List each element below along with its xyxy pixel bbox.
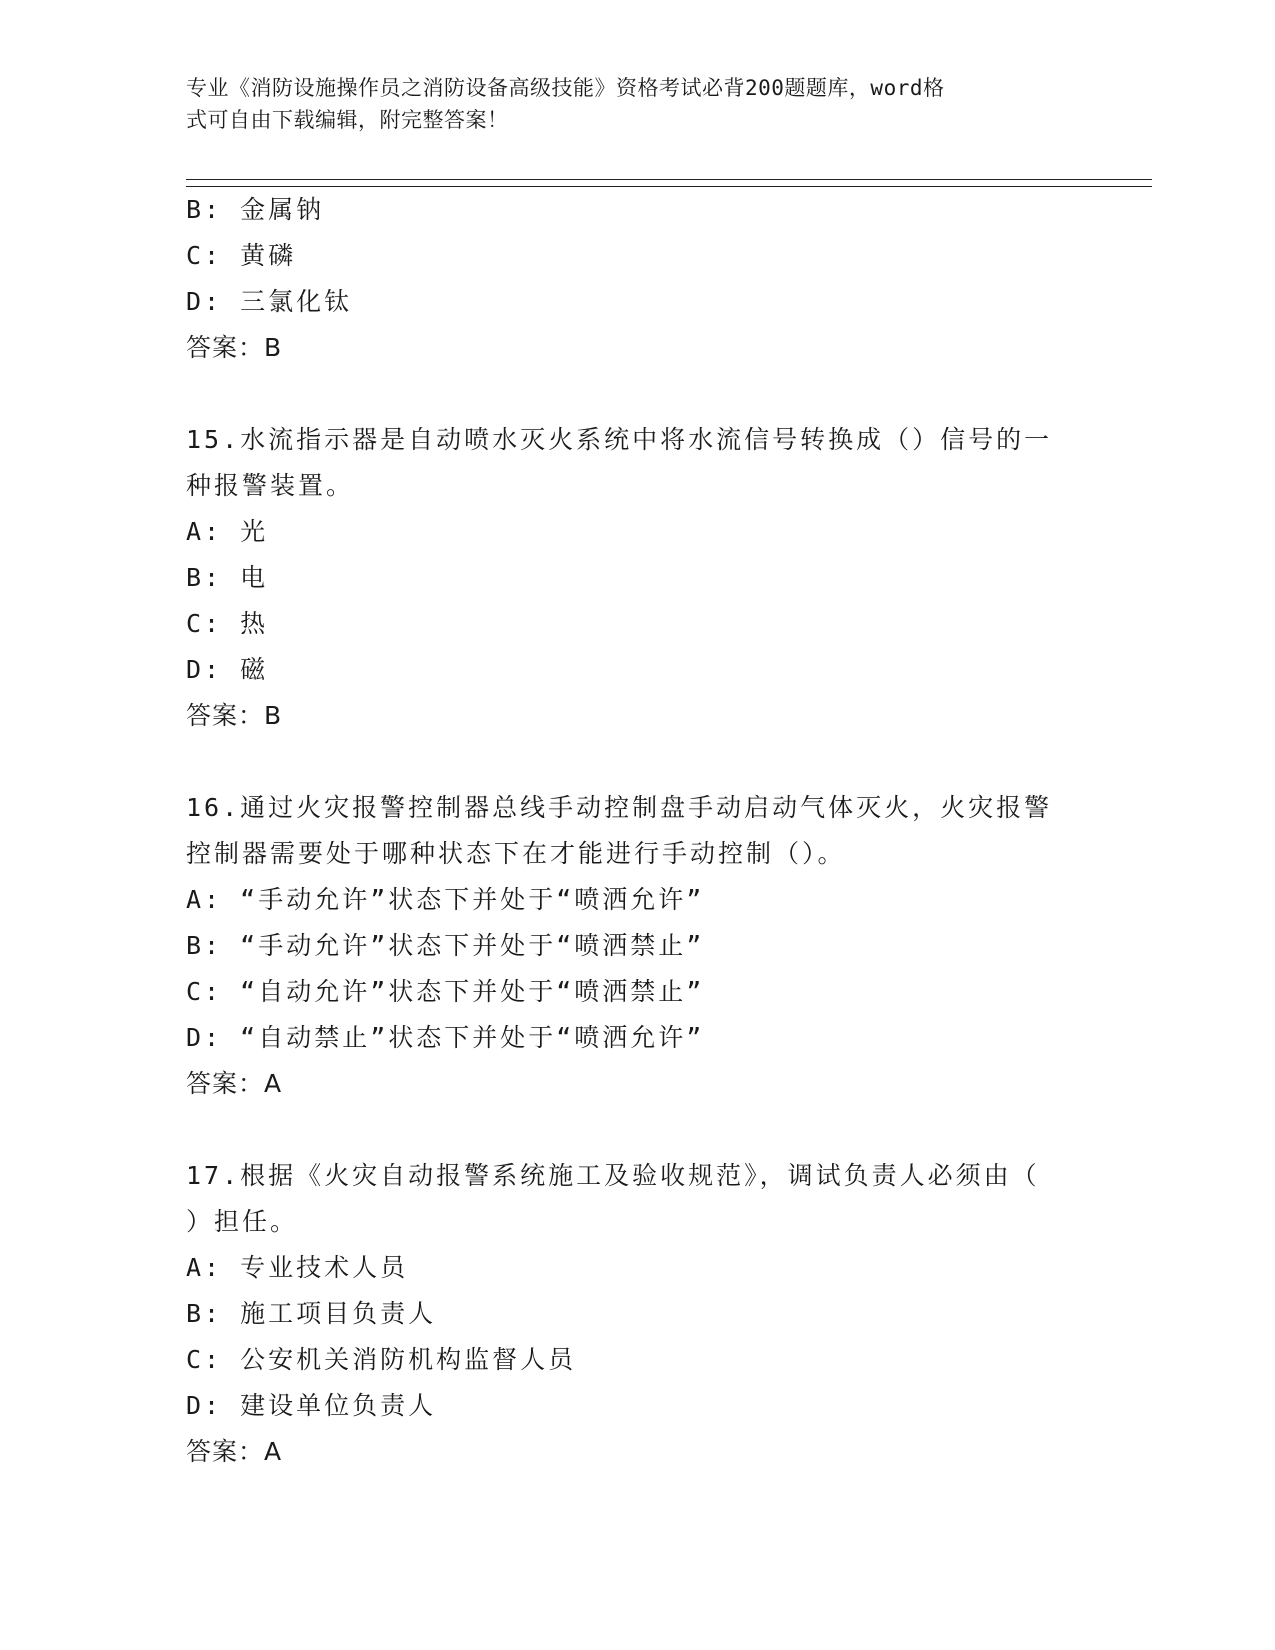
option-c: C: “自动允许”状态下并处于“喷洒禁止”: [186, 977, 705, 1006]
document-body: [186, 187, 1086, 1475]
question-15: [186, 417, 1086, 739]
option-c: C: 黄磷: [186, 241, 297, 270]
header-double-rule: [186, 179, 1152, 187]
option-b: B: 施工项目负责人: [186, 1299, 437, 1328]
page-header: [186, 72, 1086, 136]
answer-line: 答案：A: [186, 1069, 283, 1098]
option-b: B: “手动允许”状态下并处于“喷洒禁止”: [186, 931, 705, 960]
option-d: D: 三氯化钛: [186, 287, 353, 316]
partial-question-14: [186, 187, 1086, 371]
question-stem-line-1: 16.通过火灾报警控制器总线手动控制盘手动启动气体灭火，火灾报警: [186, 793, 1053, 822]
question-stem-line-2: 控制器需要处于哪种状态下在才能进行手动控制（）。: [186, 839, 846, 868]
question-stem-line-2: ）担任。: [186, 1207, 299, 1236]
question-stem-line-2: 种报警装置。: [186, 471, 355, 500]
option-d: D: 磁: [186, 655, 269, 684]
question-stem-line-1: 17.根据《火灾自动报警系统施工及验收规范》，调试负责人必须由（: [186, 1161, 1040, 1190]
question-stem-line-1: 15.水流指示器是自动喷水灭火系统中将水流信号转换成（）信号的一: [186, 425, 1053, 454]
option-b: B: 电: [186, 563, 269, 592]
option-a: A: 光: [186, 517, 269, 546]
question-17: [186, 1153, 1086, 1475]
question-16: [186, 785, 1086, 1107]
option-c: C: 热: [186, 609, 269, 638]
option-a: A: 专业技术人员: [186, 1253, 409, 1282]
option-b: B: 金属钠: [186, 195, 325, 224]
option-c: C: 公安机关消防机构监督人员: [186, 1345, 577, 1374]
header-line-2: 式可自由下载编辑，附完整答案！: [186, 108, 509, 132]
answer-line: 答案：A: [186, 1437, 283, 1466]
option-d: D: “自动禁止”状态下并处于“喷洒允许”: [186, 1023, 705, 1052]
answer-line: 答案：B: [186, 701, 283, 730]
option-a: A: “手动允许”状态下并处于“喷洒允许”: [186, 885, 705, 914]
answer-line: 答案：B: [186, 333, 283, 362]
header-line-1: 专业《消防设施操作员之消防设备高级技能》资格考试必背200题题库，word格: [186, 76, 945, 100]
option-d: D: 建设单位负责人: [186, 1391, 437, 1420]
